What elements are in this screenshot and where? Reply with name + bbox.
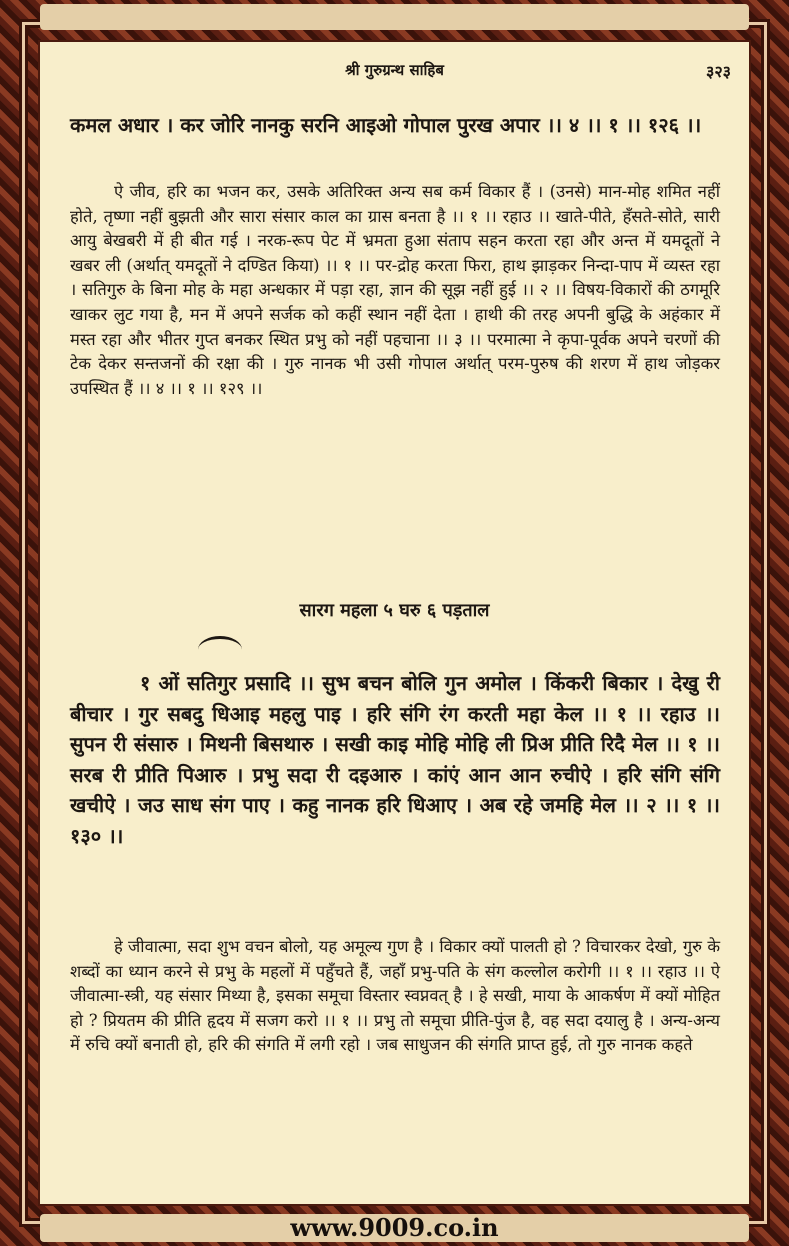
- page-number: ३२३: [706, 62, 731, 81]
- scripture-page: [38, 40, 751, 1206]
- ik-onkar-arc-icon: [198, 636, 242, 663]
- verse-block-1: कमल अधार । कर जोरि नानकु सरनि आइओ गोपाल पुरख अपार ।। ४ ।। १ ।। १२६ ।।: [70, 113, 702, 137]
- site-footer: [0, 1213, 789, 1245]
- section-heading: सारग महला ५ घरु ६ पड़ताल: [299, 600, 490, 621]
- translation-block-1: ऐ जीव, हरि का भजन कर, उसके अतिरिक्त अन्य सब कर्म विकार हैं । (उनसे) मान-मोह शमित नहीं होते, तृष्णा नहीं बुझती और सारा संसार काल का ग्रास बनता है ।। १ ।। रहाउ ।। खाते-पीते, हँसते-सोते, सारी आयु बेखबरी में ही बीत गई । नरक-रूप पेट में भ्रमता हुआ संताप सहन करता रहा और अन्त में यमदूतों ने खबर ली (अर्थात् यमदूतों ने दण्डित किया) ।। १ ।। पर-द्रोह करता फिरा, हाथ झाड़कर निन्दा-पाप में व्यस्त रहा । सतिगुरु के बिना मोह के महा अन्धकार में पड़ा रहा, ज्ञान की सूझ नहीं हुई ।। २ ।। विषय-विकारों की ठगमूरि खाकर लुट गया है, मन में अपने सर्जक को कहीं स्थान नहीं देता । हाथी की तरह अपनी बुद्धि के अहंकार में मस्त रहा और भीतर गुप्त बनकर स्थित प्रभु को नहीं पहचाना ।। ३ ।। परमात्मा ने कृपा-पूर्वक अपने चरणों की टेक देकर सन्तजनों की रक्षा की । गुरु नानक भी उसी गोपाल अर्थात् परम-पुरुष की शरण में हाथ जोड़कर उपस्थित हैं ।। ४ ।। १ ।। १२९ ।।: [70, 182, 720, 398]
- top-ornament-band: [40, 4, 749, 30]
- page-header: [40, 60, 749, 86]
- translation-block-2: हे जीवात्मा, सदा शुभ वचन बोलो, यह अमूल्य गुण है । विकार क्यों पालती हो ? विचारकर देखो, गुरु के शब्दों का ध्यान करने से प्रभु के महलों में पहुँचते हैं, जहाँ प्रभु-पति के संग कल्लोल करोगी ।। १ ।। रहाउ ।। ऐ जीवात्मा-स्त्री, यह संसार मिथ्या है, इसका समूचा विस्तार स्वप्नवत् है । हे सखी, माया के आकर्षण में क्यों मोहित हो ? प्रियतम की प्रीति हृदय में सजग करो ।। १ ।। प्रभु तो समूचा प्रीति-पुंज है, वह सदा दयालु है । अन्य-अन्य में रुचि क्यों बनाती हो, हरि की संगति में लगी रहो । जब साधुजन की संगति प्राप्त हुई, तो गुरु नानक कहते: [70, 937, 720, 1055]
- page-title: श्री गुरुग्रन्थ साहिब: [345, 61, 444, 79]
- site-url: www.9009.co.in: [290, 1213, 499, 1242]
- verse-block-2: १ ओं सतिगुर प्रसादि ।। सुभ बचन बोलि गुन अमोल । किंकरी बिकार । देखु री बीचार । गुर सबदु धिआइ महलु पाइ । हरि संगि रंग करती महा केल ।। १ ।। रहाउ ।। सुपन री संसारु । मिथनी बिसथारु । सखी काइ मोहि मोहि ली प्रिअ प्रीति रिदै मेल ।। १ ।। सरब री प्रीति पिआरु । प्रभु सदा री दइआरु । कांएं आन आन रुचीऐ । हरि संगि संगि खचीऐ । जउ साध संग पाए । कहु नानक हरि धिआए । अब रहे जमहि मेल ।। २ ।। १ ।। १३० ।।: [70, 671, 720, 848]
